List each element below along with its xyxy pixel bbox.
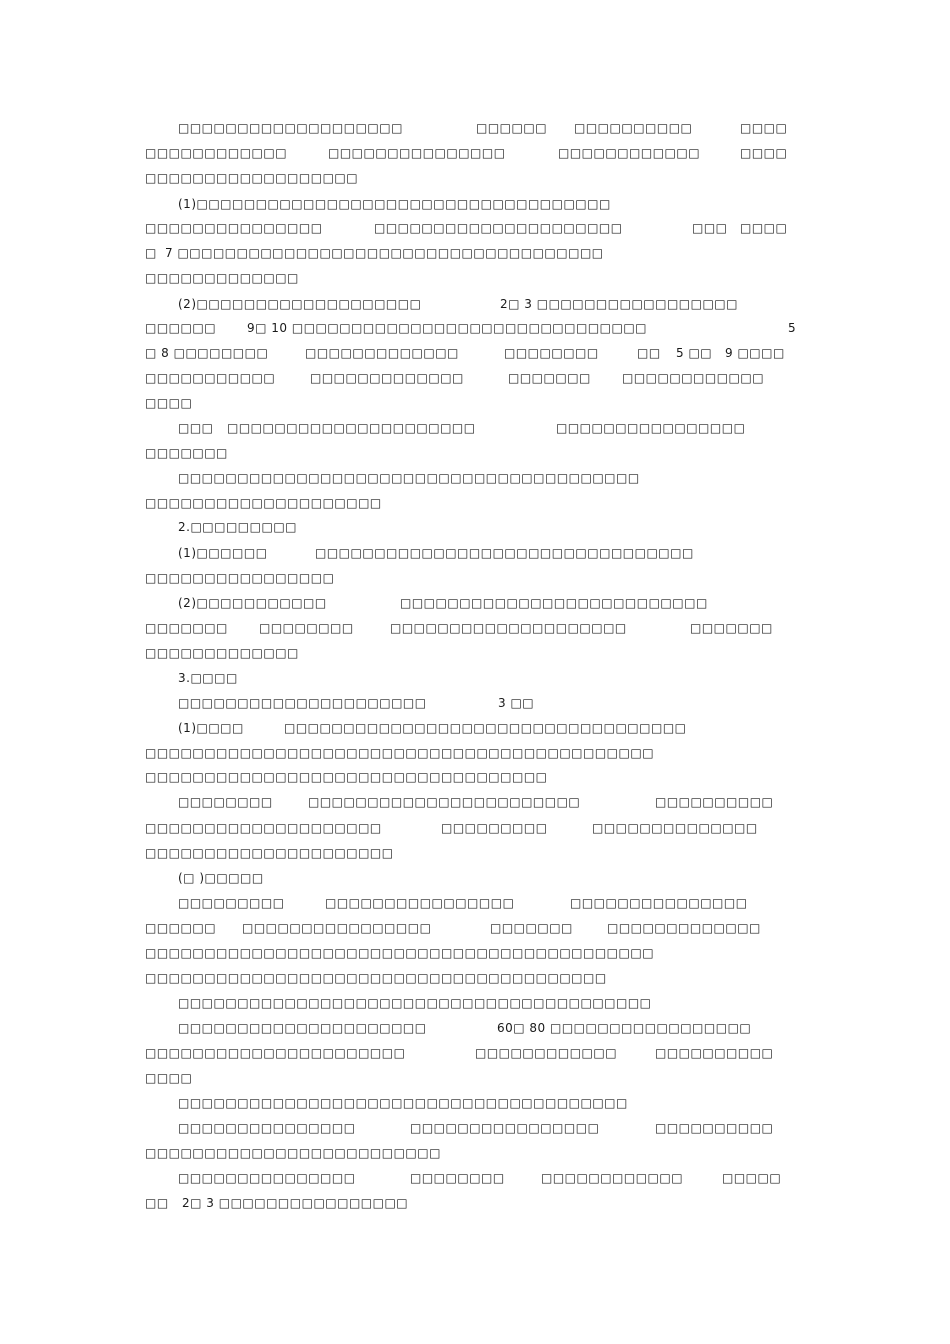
text-segment: 3 □□ [498, 696, 535, 710]
text-segment: 9 □□□□ [725, 346, 785, 360]
text-segment: 5 □□ [676, 346, 713, 360]
text-line [0, 743, 950, 763]
text-line [0, 568, 950, 588]
text-segment: □□□□□□□□□□ [655, 1046, 774, 1060]
text-segment: □□□□□□□□□□□□□□□ [178, 1121, 356, 1135]
text-line [0, 168, 950, 188]
text-segment: □□□□□□□□□□□□□□□ [178, 1171, 356, 1185]
text-line [0, 1093, 950, 1113]
text-segment: □□□□□□□□□ [441, 821, 548, 835]
text-line [0, 318, 950, 338]
text-segment: 2□ 3 □□□□□□□□□□□□□□□□□ [500, 297, 738, 311]
text-segment: □□□□□□ [476, 121, 548, 135]
text-line [0, 767, 950, 787]
text-segment: □□□□□□□□□□□□□ [607, 921, 761, 935]
text-line [0, 818, 950, 838]
text-segment: □□□□□□□ [145, 621, 228, 635]
text-segment: □□□□□□□□□□□□ [145, 146, 288, 160]
text-line [0, 1068, 950, 1088]
text-line [0, 843, 950, 863]
text-line [0, 243, 950, 263]
text-line [0, 792, 950, 812]
text-line [0, 393, 950, 413]
text-segment: □□□□□□□□□□□□□□□□□□□□□□□□□□□□□□□□□□□□□□□ [145, 971, 607, 985]
text-line [0, 418, 950, 438]
text-segment: □□□□□□ [145, 921, 217, 935]
text-line [0, 1118, 950, 1138]
text-segment: □□□□□□□□□□□□□ [305, 346, 459, 360]
text-segment: □□□□□□□□□□□□ [541, 1171, 684, 1185]
text-segment: □□□□□□□□□□□□□□□□□□□□□□□□□□□□□□□□ [315, 546, 694, 560]
text-segment: □□□□□□□□□□ [655, 795, 774, 809]
text-segment: □□□□□□□□□□□□□□□□□□□□□ [178, 696, 427, 710]
text-line [0, 918, 950, 938]
text-line [0, 668, 950, 688]
text-line [0, 1043, 950, 1063]
text-segment: □□□□ [740, 121, 788, 135]
text-segment: □□□□□□□□□□□□ [558, 146, 701, 160]
text-segment: □□□□□□□□□□□□□□□□□□□□□□□ [308, 795, 581, 809]
text-segment: □□□□ [740, 146, 788, 160]
text-segment: (1)□□□□□□ [178, 546, 268, 560]
text-line [0, 1168, 950, 1188]
text-segment: □□□□□□□ [145, 446, 228, 460]
text-line [0, 118, 950, 138]
text-line [0, 194, 950, 214]
text-line [0, 593, 950, 613]
text-line [0, 1193, 950, 1213]
text-segment: □□□□□□□ [508, 371, 591, 385]
text-segment: □□□□□□□□□□□□□□□□□□□□ [390, 621, 627, 635]
text-line [0, 268, 950, 288]
text-line [0, 543, 950, 563]
text-segment: □□□□□□□□□□□□□□□□□□□□□ [374, 221, 623, 235]
text-segment: □□□□□□ [145, 321, 217, 335]
text-segment: (2)□□□□□□□□□□□□□□□□□□□ [178, 297, 422, 311]
text-segment: (□ )□□□□□ [178, 871, 264, 885]
text-segment: □□□□□□□□□□□□□□□□□□ [145, 171, 359, 185]
text-segment: 9□ 10 □□□□□□□□□□□□□□□□□□□□□□□□□□□□□□ [247, 321, 648, 335]
text-line [0, 1018, 950, 1038]
text-segment: □□□□ [740, 221, 788, 235]
text-segment: □□□□□□□□□ [178, 896, 285, 910]
text-segment: 3.□□□□ [178, 671, 238, 685]
text-line [0, 693, 950, 713]
text-segment: □□□□□□□□□□□□ [475, 1046, 618, 1060]
text-segment: □□□ [178, 421, 214, 435]
text-segment: □□□□□□□□□□□□□□□□ [556, 421, 746, 435]
text-segment: □□□□□□□□□□ [574, 121, 693, 135]
text-segment: □□□ [692, 221, 728, 235]
text-segment: □□□□□□□□□□□□□□□□□□□□□□□□□□ [400, 596, 708, 610]
text-segment: □□□□□□□□□□ [655, 1121, 774, 1135]
text-segment: □□□□□□□□ [259, 621, 354, 635]
text-line [0, 643, 950, 663]
text-segment: □□□□□□□□□□□□□□□□□□□□□□ [145, 1046, 406, 1060]
text-segment: □□□□□□□□□□□□□□□□□□□□□□□□□□□□□□□□□□ [284, 721, 687, 735]
text-line [0, 294, 950, 314]
text-segment: □□□□□□□□□□□□□□□ [570, 896, 748, 910]
text-segment: □□□□□□□□□□□□□□□□□□□□□□□□□□□□□□□□□□□□□□□ [178, 471, 640, 485]
text-line [0, 218, 950, 238]
text-line [0, 517, 950, 537]
text-line [0, 943, 950, 963]
text-segment: 60□ 80 □□□□□□□□□□□□□□□□□ [497, 1021, 752, 1035]
text-segment: 2□ 3 □□□□□□□□□□□□□□□□ [182, 1196, 409, 1210]
text-segment: □ [145, 246, 157, 260]
text-segment: □□□□□□□ [490, 921, 573, 935]
text-segment: (2)□□□□□□□□□□□ [178, 596, 327, 610]
text-line [0, 443, 950, 463]
text-segment: □□□□□□□□□□□□□□□□□□□□ [145, 821, 382, 835]
text-line [0, 368, 950, 388]
text-line [0, 968, 950, 988]
text-segment: □□□□□□□□□□□□□□□□□□□□□□□□□□□□□□□□□□□□□□□□ [178, 996, 652, 1010]
text-line [0, 143, 950, 163]
text-segment: □□□□□□□□□□□□□□□□□□□□□□□□□□□□□□□□□□□□□□ [178, 1096, 628, 1110]
text-segment: □□□□□□□□ [178, 795, 273, 809]
text-segment: □□□□ [145, 1071, 193, 1085]
text-segment: □□□□□□□□□□□□□□□ [145, 221, 323, 235]
text-segment: (1)□□□□□□□□□□□□□□□□□□□□□□□□□□□□□□□□□□□ [178, 197, 611, 211]
text-line [0, 893, 950, 913]
text-line [0, 343, 950, 363]
text-segment: □□□□□□□□□□□□□□□□ [242, 921, 432, 935]
text-line [0, 493, 950, 513]
text-segment: □□□□□□□□□□□□□□□□□□□□□ [178, 1021, 427, 1035]
text-segment: □□□□□□□□□□□□□□□□□□□□□□□□□□□□□□□□□□ [145, 770, 548, 784]
text-segment: □□□□□□□□□□□□□□□□□□□□□ [227, 421, 476, 435]
text-segment: □ 8 □□□□□□□□ [145, 346, 269, 360]
text-segment: □□□□□ [722, 1171, 782, 1185]
text-segment: □□□□□□□□□□□□□□ [592, 821, 758, 835]
text-segment: □□□□□□□□□□□□□□□ [328, 146, 506, 160]
text-segment: 5 [788, 321, 797, 335]
text-segment: □□□□□□□□□□□□□□□□□□□□□ [145, 846, 394, 860]
text-segment: □□□□□□□□ [410, 1171, 505, 1185]
text-segment: (1)□□□□ [178, 721, 244, 735]
text-line [0, 718, 950, 738]
text-segment: □□□□□□□ [690, 621, 773, 635]
text-segment: □□□□□□□□□□□□□□□□□□□□ [145, 496, 382, 510]
text-segment: □□□□□□□□□□□□□ [145, 646, 299, 660]
text-segment: □□□□□□□□□□□□□ [310, 371, 464, 385]
text-line [0, 618, 950, 638]
text-line [0, 1143, 950, 1163]
text-segment: □□□□□□□□□□□□□□□□□□□□□□□□□□□□□□□□□□□□□□□□□□□ [145, 746, 655, 760]
text-line [0, 993, 950, 1013]
text-line [0, 468, 950, 488]
text-segment: □□□□□□□□□□□□□ [145, 271, 299, 285]
text-segment: □□□□□□□□□□□ [145, 371, 276, 385]
text-segment: □□□□□□□□□□□□□□□□□□□□□□□□□ [145, 1146, 441, 1160]
text-segment: □□□□□□□□ [504, 346, 599, 360]
text-segment: 7 □□□□□□□□□□□□□□□□□□□□□□□□□□□□□□□□□□□□ [165, 246, 604, 260]
text-segment: □□□□□□□□□□□□□□□□□□□□□□□□□□□□□□□□□□□□□□□□□□□ [145, 946, 655, 960]
text-segment: □□□□□□□□□□□□□□□□ [410, 1121, 600, 1135]
text-segment: 2.□□□□□□□□□ [178, 520, 297, 534]
text-segment: □□□□□□□□□□□□□□□□ [325, 896, 515, 910]
text-segment: □□ [637, 346, 661, 360]
text-segment: □□□□□□□□□□□□□□□□□□□ [178, 121, 403, 135]
text-segment: □□□□□□□□□□□□□□□□ [145, 571, 335, 585]
text-line [0, 868, 950, 888]
text-segment: □□□□ [145, 396, 193, 410]
text-segment: □□□□□□□□□□□□ [622, 371, 765, 385]
text-segment: □□ [145, 1196, 169, 1210]
